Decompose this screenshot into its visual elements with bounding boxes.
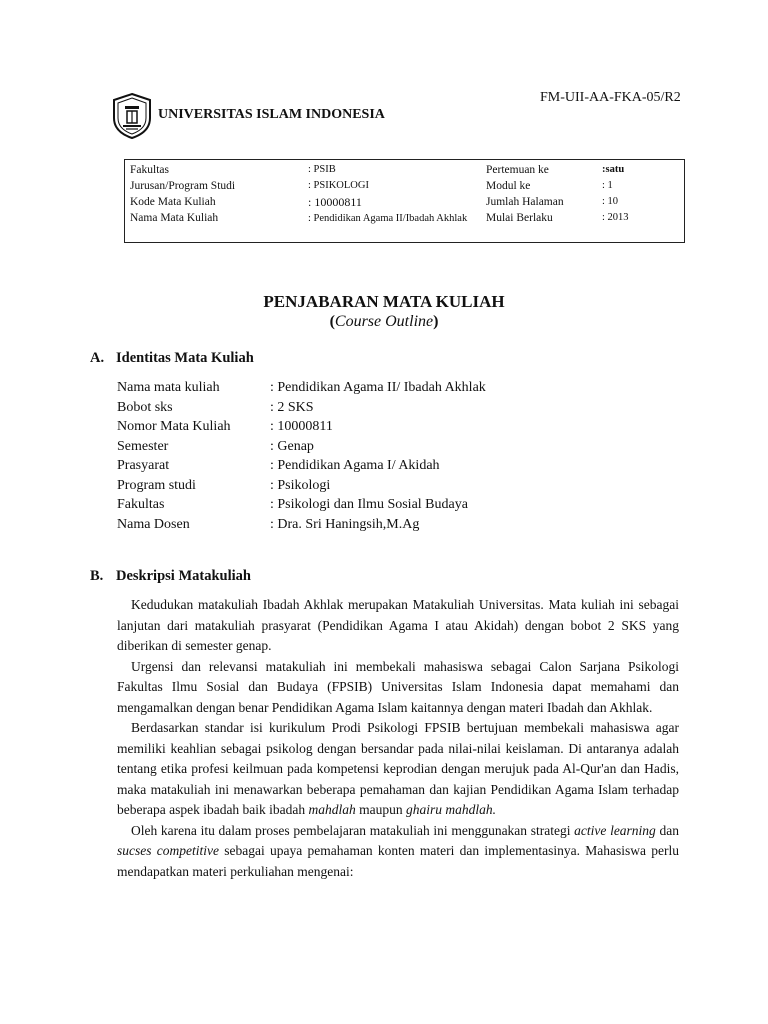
info-value: : 10000811 — [308, 195, 362, 209]
identity-row — [117, 417, 486, 437]
info-value: : Pendidikan Agama II/Ibadah Akhlak — [308, 213, 468, 224]
paragraph-text: Berdasarkan standar isi kurikulum Prodi Psikologi FPSIB bertujuan membekali mahasiswa agar memiliki keahlian sebagai psikolog dengan bersandar pada nilai-nilai keislaman. Di antaranya adalah tentang etika profesi keilmuan pada kompetensi keprodian dengan merujuk pada Al-Qur'an dan Hadis, maka matakuliah ini menawarkan beberapa pemahaman dan kajian Pendidikan Agama Islam terhadap beberapa aspek ibadah baik ibadah — [117, 720, 679, 817]
identity-value: : Psikologi dan Ilmu Sosial Budaya — [270, 497, 468, 512]
identity-label: Nomor Mata Kuliah — [117, 419, 231, 434]
italic-term: active learning — [574, 822, 656, 838]
identity-value: : 10000811 — [270, 419, 333, 434]
subtitle-close: ) — [433, 313, 439, 330]
paragraph-text: sebagai upaya pemahaman konten materi dan implementasinya. Mahasiswa perlu mendapatkan materi perkuliahan mengenai: — [117, 843, 680, 879]
identity-row — [117, 495, 486, 515]
page-subtitle — [0, 313, 768, 331]
info-label: Pertemuan ke — [486, 164, 549, 176]
italic-term: ghairu mahdlah. — [406, 802, 497, 817]
identity-label: Nama Dosen — [117, 516, 190, 532]
page-title: PENJABARAN MATA KULIAH — [263, 292, 505, 311]
course-description — [117, 595, 679, 882]
form-code: FM-UII-AA-FKA-05/R2 — [540, 90, 681, 105]
section-number: A. — [90, 350, 105, 366]
info-label: Modul ke — [486, 180, 531, 192]
identity-row — [117, 515, 486, 535]
identity-value: : Psikologi — [270, 477, 331, 493]
subtitle-text: Course Outline — [334, 313, 434, 330]
identity-value: : 2 SKS — [270, 399, 314, 415]
identity-value: : Pendidikan Agama II/ Ibadah Akhlak — [270, 380, 486, 395]
identity-row — [117, 456, 486, 476]
uii-crest-icon — [110, 92, 154, 140]
italic-term: sucses competitive — [117, 843, 219, 858]
info-value: : 2013 — [602, 212, 629, 223]
description-paragraph: Kedudukan matakuliah Ibadah Akhlak merupakan Matakuliah Universitas. Mata kuliah ini sebagai lanjutan dari matakuliah prasyarat (Pendidikan Agama I atau Akidah) dengan bobot 2 SKS yang diberikan di semester genap. — [117, 597, 679, 653]
identity-row — [117, 398, 486, 418]
identity-label: Program studi — [117, 477, 196, 493]
identity-row — [117, 476, 486, 496]
section-number: B. — [90, 568, 104, 584]
description-paragraph — [117, 821, 679, 883]
info-value: : PSIKOLOGI — [308, 180, 369, 191]
section-a-heading — [90, 350, 254, 367]
course-identity-list — [117, 378, 486, 534]
paragraph-text: dan — [655, 822, 679, 838]
university-name: UNIVERSITAS ISLAM INDONESIA — [158, 107, 385, 122]
identity-label: Prasyarat — [117, 458, 170, 473]
description-paragraph — [117, 718, 679, 821]
identity-value: : Genap — [270, 438, 314, 454]
info-label: Fakultas — [130, 164, 169, 176]
paragraph-text: Oleh karena itu dalam proses pembelajaran matakuliah ini menggunakan strategi — [131, 822, 575, 838]
italic-term: mahdlah — [308, 802, 356, 817]
identity-row — [117, 378, 486, 398]
info-value: : 10 — [602, 196, 619, 207]
info-value: : PSIB — [308, 164, 336, 175]
course-info-table — [124, 159, 685, 243]
section-title: Identitas Mata Kuliah — [116, 350, 254, 366]
info-left-values — [308, 162, 483, 225]
identity-row — [117, 437, 486, 457]
identity-value: : Dra. Sri Haningsih,M.Ag — [270, 516, 420, 532]
subtitle-open: ( — [329, 313, 335, 330]
description-paragraph: Urgensi dan relevansi matakuliah ini membekali mahasiswa sebagai Calon Sarjana Psikologi Fakultas Ilmu Sosial dan Budaya (FPSIB) Universitas Islam Indonesia dapat memahami dan mengamalkan dengan benar Pendidikan Agama Islam kaitannya dengan materi Ibadah dan Akhlak. — [117, 658, 679, 715]
info-label: Nama Mata Kuliah — [130, 212, 219, 224]
info-right-values — [602, 162, 682, 226]
identity-label: Fakultas — [117, 497, 165, 512]
info-value: :satu — [602, 164, 625, 175]
info-value: : 1 — [602, 180, 613, 191]
info-left-labels — [130, 162, 305, 226]
identity-label: Semester — [117, 438, 169, 454]
info-right-labels — [486, 162, 601, 226]
info-label: Jurusan/Program Studi — [130, 180, 236, 192]
identity-value: : Pendidikan Agama I/ Akidah — [270, 458, 440, 473]
info-label: Kode Mata Kuliah — [130, 196, 216, 208]
info-label: Mulai Berlaku — [486, 212, 553, 224]
identity-label: Nama mata kuliah — [117, 380, 220, 395]
section-b-heading — [90, 568, 251, 585]
paragraph-text: maupun — [355, 802, 407, 817]
identity-label: Bobot sks — [117, 399, 173, 415]
info-label: Jumlah Halaman — [486, 196, 564, 208]
section-title: Deskripsi Matakuliah — [116, 568, 251, 584]
